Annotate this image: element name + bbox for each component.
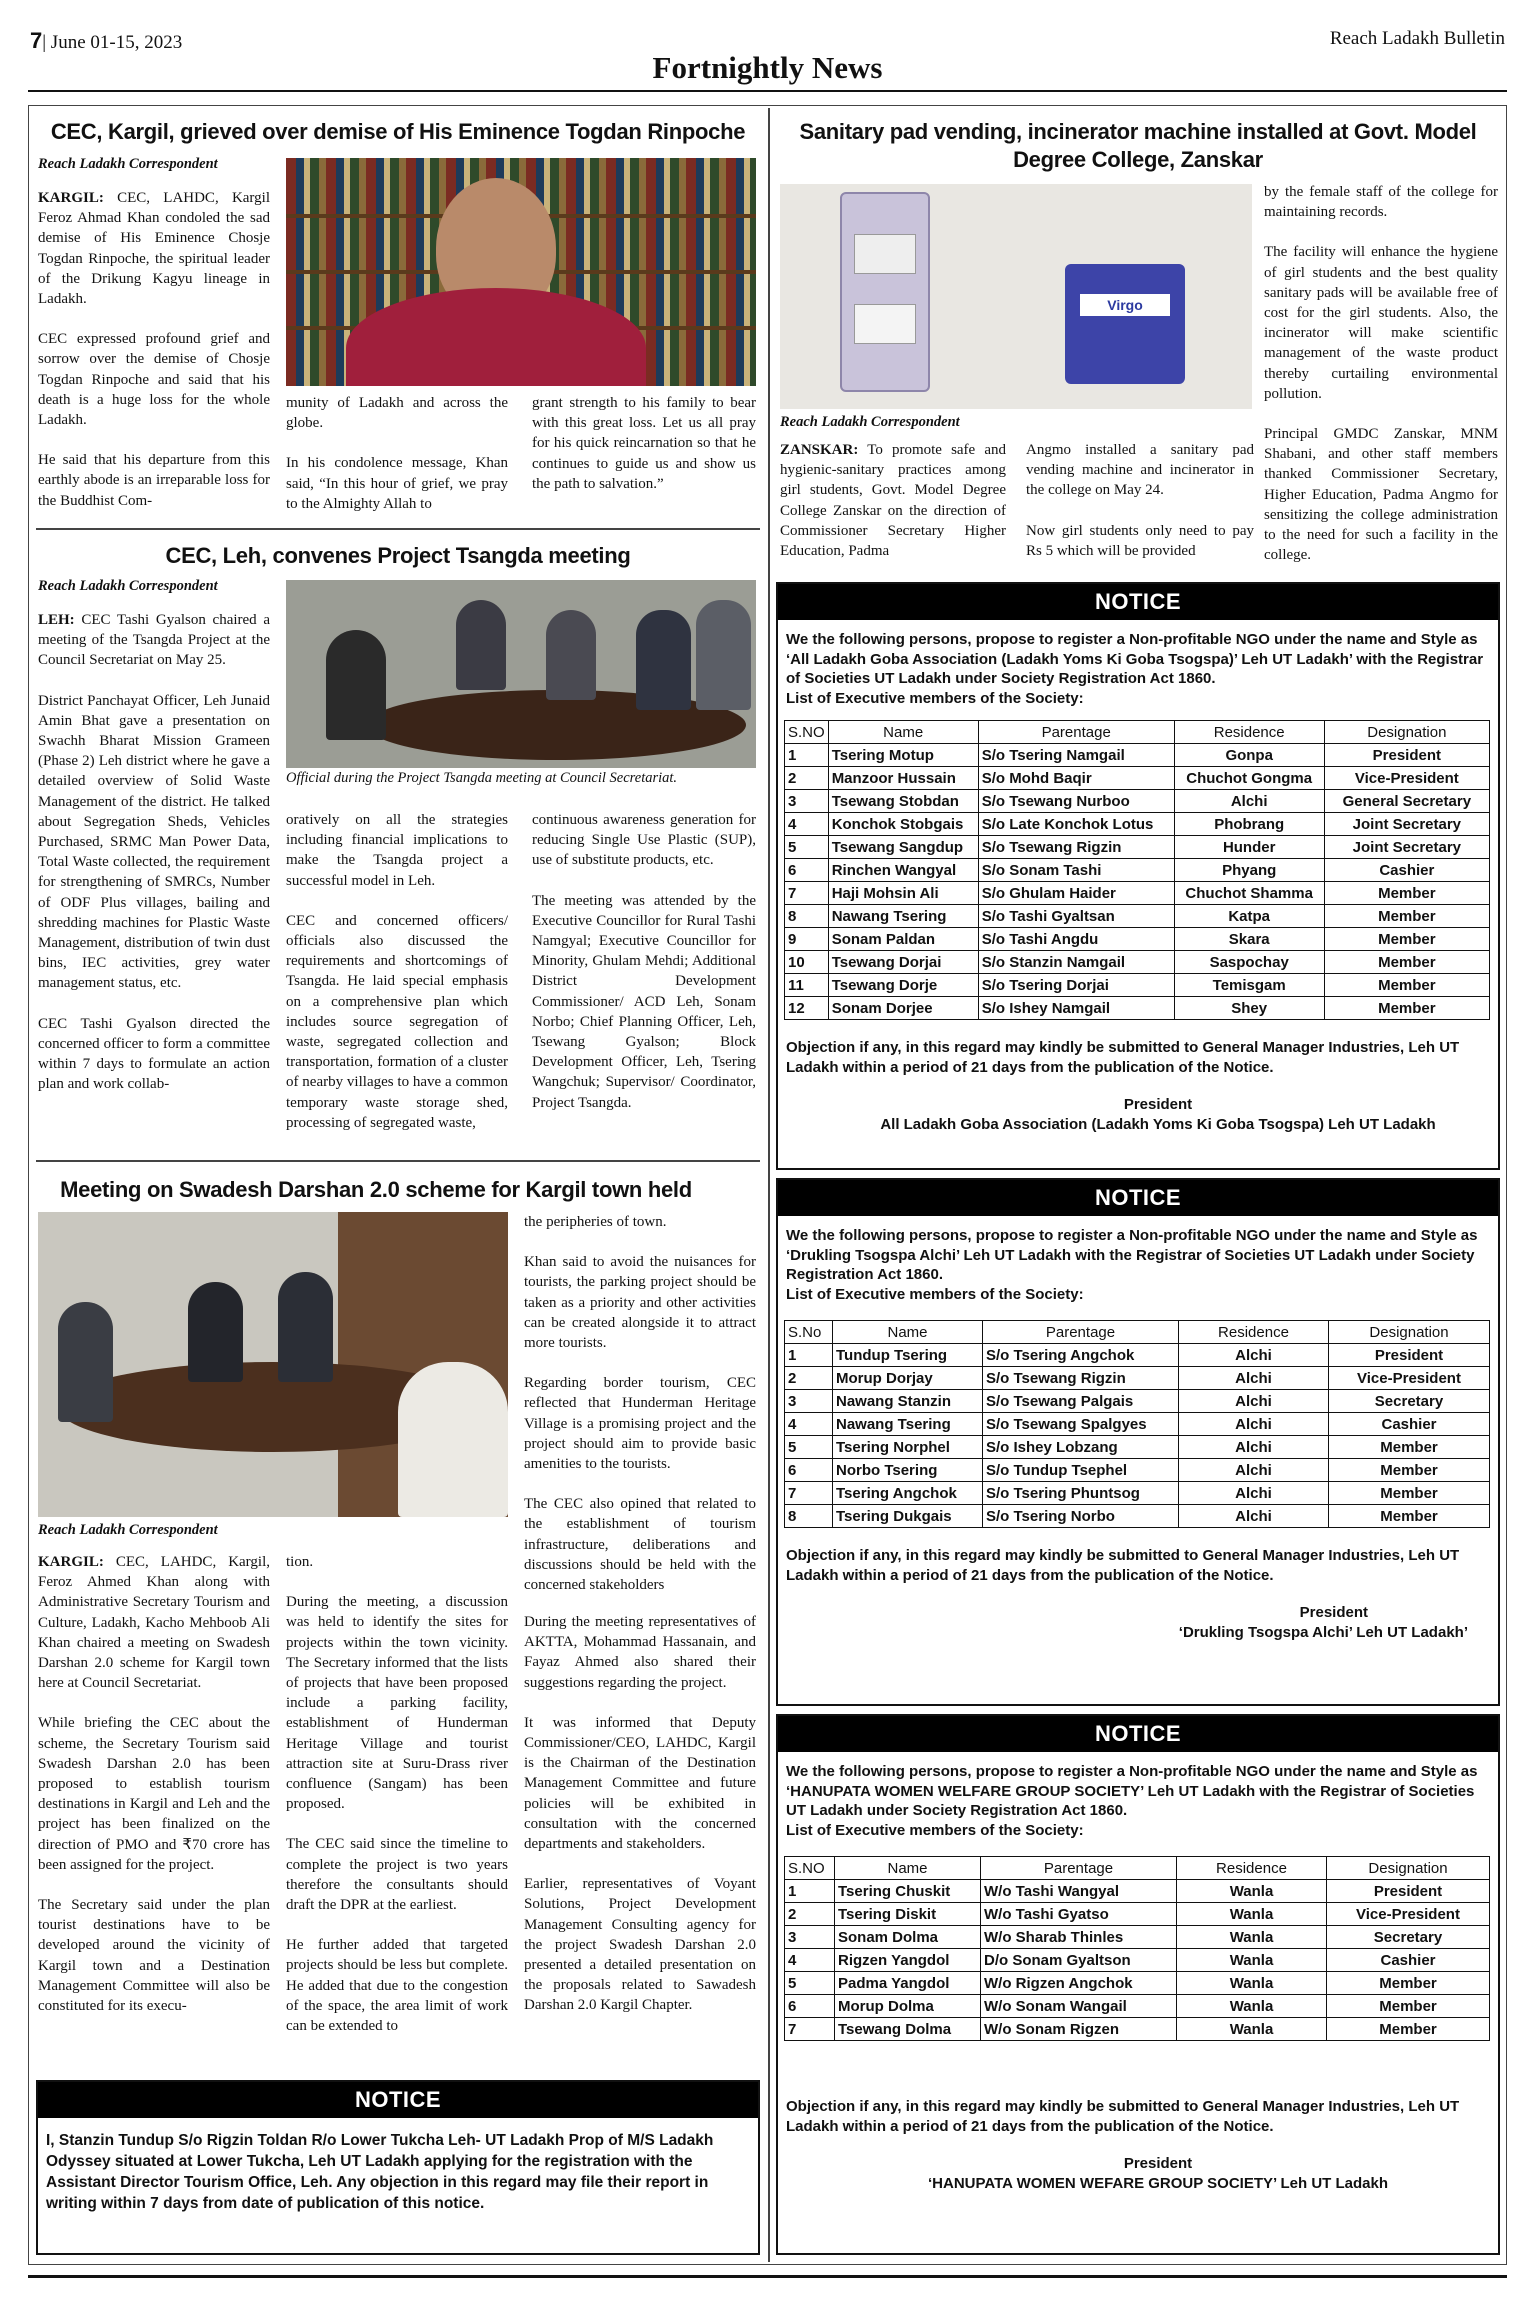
table-cell: 2	[785, 1367, 833, 1390]
table-cell: Joint Secretary	[1324, 836, 1489, 859]
table-cell: General Secretary	[1324, 790, 1489, 813]
table-cell: Tsering Angchok	[833, 1482, 983, 1505]
table-cell: D/o Sonam Gyaltson	[981, 1949, 1177, 1972]
table-cell: Vice-President	[1329, 1367, 1490, 1390]
notice-list-label: List of Executive members of the Society:	[786, 689, 1084, 707]
vending-machine-image	[840, 192, 930, 392]
table-row	[785, 836, 1490, 859]
table-row	[785, 1505, 1490, 1528]
incinerator-image	[1065, 264, 1185, 384]
table-cell: Alchi	[1174, 790, 1324, 813]
table-cell: Cashier	[1329, 1413, 1490, 1436]
table-row	[785, 997, 1490, 1020]
table-cell: 6	[785, 1995, 835, 2018]
page-number: 7	[30, 28, 43, 53]
table-cell: S/o Late Konchok Lotus	[978, 813, 1174, 836]
table-cell: W/o Tashi Wangyal	[981, 1880, 1177, 1903]
notice-body: I, Stanzin Tundup S/o Rigzin Toldan R/o Lower Tukcha Leh- UT Ladakh Prop of M/S Ladakh Odyssey situated at Lower Tukcha, Leh UT Ladakh applying for the registration with the Assistant Director Tourism Office, Leh. Any objection in this regard may file their report in writing within 7 days from date of publication of this notice.	[46, 2132, 714, 2212]
table-header-cell: Residence	[1174, 721, 1324, 744]
table-cell: Member	[1329, 1482, 1490, 1505]
table-row	[785, 928, 1490, 951]
table-cell: S/o Mohd Baqir	[978, 767, 1174, 790]
incinerator-brand-label: Virgo	[1080, 294, 1170, 316]
article4-col1: KARGIL: CEC, LAHDC, Kargil, Feroz Ahmed Khan along with Administrative Secretary Tourism and Culture, Ladakh, Kacho Mehboob Ali Khan chaired a meeting on Swadesh Darshan 2.0 scheme for Kargil town here at Council Secretariat. While briefing the CEC about the scheme, the Secretary Tourism said Swadesh Darshan 2.0 has been proposed to establish tourism destinations in Kargil and Leh and the project has been finalized on the direction of PMO and ₹70 crore has been assigned for the project. The Secretary said under the plan tourist destinations have to be developed around the vicinity of Kargil town and a Destination Management Committee will also be constituted for its execu-	[38, 1554, 270, 2015]
table-cell: 9	[785, 928, 829, 951]
table-row	[785, 790, 1490, 813]
table-cell: Sonam Dorjee	[828, 997, 978, 1020]
table-cell: Phobrang	[1174, 813, 1324, 836]
table-cell: Alchi	[1179, 1344, 1329, 1367]
footer-rule	[28, 2275, 1507, 2278]
table-cell: S/o Tashi Angdu	[978, 928, 1174, 951]
table-row	[785, 882, 1490, 905]
table-cell: Tsering Norphel	[833, 1436, 983, 1459]
table-header-cell: Designation	[1327, 1857, 1490, 1880]
table-cell: Padma Yangdol	[835, 1972, 981, 1995]
table-row	[785, 1903, 1490, 1926]
table-cell: 5	[785, 836, 829, 859]
table-cell: S/o Tundup Tsephel	[983, 1459, 1179, 1482]
table-row	[785, 1367, 1490, 1390]
table-row	[785, 905, 1490, 928]
table-cell: Alchi	[1179, 1505, 1329, 1528]
table-cell: Sonam Dolma	[835, 1926, 981, 1949]
table-cell: Vice-President	[1327, 1903, 1490, 1926]
article1-col1: KARGIL: CEC, LAHDC, Kargil Feroz Ahmad Khan condoled the sad demise of His Eminence Chosje Togdan Rinpoche, the spiritual leader of the Drikung Kagyu lineage in Ladakh. CEC expressed profound grief and sorrow over the demise of Chosje Togdan Rinpoche and said that his death is a huge loss for the whole Ladakh. He said that his departure from this earthly abode is an irreparable loss for the Buddhist Com-	[38, 190, 270, 509]
table-cell: Phyang	[1174, 859, 1324, 882]
table-cell: Hunder	[1174, 836, 1324, 859]
article3-col3: continuous awareness generation for reducing Single Use Plastic (SUP), use of substitute products, etc. The meeting was attended by the Executive Councillor for Rural Tashi Namgyal; Executive Councillor for Minority, Ghulam Mehdi; Additional District Development Commissioner/ ACD Leh, Sonam Norbo; Chief Planning Officer, Leh, Tsewang Gyalson; Block Development Officer, Leh, Tsering Wangchuk; Supervisor/ Coordinator, Project Tsangda.	[532, 812, 756, 1111]
divider	[36, 1160, 760, 1162]
table-cell: Tsewang Stobdan	[828, 790, 978, 813]
article4-col3-bottom: During the meeting representatives of AKTTA, Mohammad Hassanain, and Fayaz Ahmed also shared their suggestions regarding the project. It was informed that Deputy Commissioner/CEO, LAHDC, Kargil is the Chairman of the Destination Management Committee and future policies will be exhibited in consultation with the concerned departments and stakeholders. Earlier, representatives of Voyant Solutions, Project Development Management Consulting agency for the project Swadesh Darshan 2.0 presented a detailed presentation on the proposals related to Sawadesh Darshan 2.0 Kargil Chapter.	[524, 1614, 756, 2014]
notice-intro: We the following persons, propose to register a Non-profitable NGO under the name and Style as ‘Drukling Tsogspa Alchi’ Leh UT Ladakh with the Registrar of Societies UT Ladakh under Society Registration Act 1860.	[786, 1227, 1478, 1283]
table-cell: Tsewang Dolma	[835, 2018, 981, 2041]
table-cell: W/o Tashi Gyatso	[981, 1903, 1177, 1926]
table-cell: S/o Tashi Gyaltsan	[978, 905, 1174, 928]
notice-list-label: List of Executive members of the Society:	[786, 1285, 1084, 1303]
table-cell: President	[1327, 1880, 1490, 1903]
table-cell: Temisgam	[1174, 974, 1324, 997]
table-header-cell: Designation	[1324, 721, 1489, 744]
table-cell: Tsewang Sangdup	[828, 836, 978, 859]
table-cell: 11	[785, 974, 829, 997]
table-cell: S/o Sonam Tashi	[978, 859, 1174, 882]
table-cell: S/o Ghulam Haider	[978, 882, 1174, 905]
table-row	[785, 1995, 1490, 2018]
table-header-cell: Parentage	[978, 721, 1174, 744]
table-cell: 1	[785, 1880, 835, 1903]
table-cell: Tundup Tsering	[833, 1344, 983, 1367]
table-cell: S/o Tsering Dorjai	[978, 974, 1174, 997]
table-cell: Katpa	[1174, 905, 1324, 928]
table-cell: Member	[1324, 951, 1489, 974]
issue-date: | June 01-15, 2023	[42, 32, 183, 53]
article3-caption: Official during the Project Tsangda meeting at Council Secretariat.	[286, 770, 678, 786]
notice-title: NOTICE	[778, 1180, 1498, 1216]
table-cell: Alchi	[1179, 1413, 1329, 1436]
table-cell: Member	[1324, 882, 1489, 905]
notice-intro: We the following persons, propose to register a Non-profitable NGO under the name and Style as ‘HANUPATA WOMEN WELFARE GROUP SOCIETY’ Leh UT Ladakh with the Registrar of Societies UT Ladakh under Society Registration Act 1860.	[786, 1763, 1478, 1819]
table-cell: Vice-President	[1324, 767, 1489, 790]
table-header-cell: Residence	[1177, 1857, 1327, 1880]
notice-list-label: List of Executive members of the Society:	[786, 1821, 1084, 1839]
table-cell: 5	[785, 1972, 835, 1995]
notice-objection: Objection if any, in this regard may kindly be submitted to General Manager Industries, Leh UT Ladakh within a period of 21 days from the publication of the Notice.	[786, 1547, 1460, 1584]
table-row	[785, 813, 1490, 836]
notice-sign-org: All Ladakh Goba Association (Ladakh Yoms Ki Goba Tsogspa) Leh UT Ladakh	[880, 1115, 1436, 1133]
notice-sign-title: President	[1123, 2155, 1193, 2172]
table-cell: 2	[785, 1903, 835, 1926]
table-cell: Konchok Stobgais	[828, 813, 978, 836]
table-cell: W/o Rigzen Angchok	[981, 1972, 1177, 1995]
table-cell: Haji Mohsin Ali	[828, 882, 978, 905]
table-cell: Member	[1327, 1995, 1490, 2018]
notice-title: NOTICE	[778, 1716, 1498, 1752]
table-cell: Manzoor Hussain	[828, 767, 978, 790]
notice-sign-title: President	[1123, 1096, 1193, 1113]
table-cell: 4	[785, 1413, 833, 1436]
table-cell: Secretary	[1329, 1390, 1490, 1413]
table-cell: Rinchen Wangyal	[828, 859, 978, 882]
table-cell: Wanla	[1177, 1903, 1327, 1926]
table-cell: S/o Ishey Lobzang	[983, 1436, 1179, 1459]
table-cell: Tsering Dukgais	[833, 1505, 983, 1528]
table-cell: 5	[785, 1436, 833, 1459]
article4-col2: tion. During the meeting, a discussion was held to identify the sites for projects within the town vicinity. The Secretary informed that the lists of projects that have been proposed include a parking facility, establishment of Hunderman Heritage Village and tourist attraction site at Suru-Drass river confluence (Sangam) has been proposed. The CEC said since the timeline to complete the project is two years therefore the consultants should draft the DPR at the earliest. He further added that targeted projects should be less but complete. He added that due to the congestion of the space, the area limit of work can be extended to	[286, 1554, 508, 2035]
table-cell: Wanla	[1177, 2018, 1327, 2041]
table-header-cell: Name	[828, 721, 978, 744]
table-row	[785, 974, 1490, 997]
article3-byline: Reach Ladakh Correspondent	[38, 578, 218, 594]
table-cell: S/o Stanzin Namgail	[978, 951, 1174, 974]
table-header-row	[785, 1857, 1490, 1880]
divider	[36, 528, 760, 530]
table-cell: S/o Tsewang Nurboo	[978, 790, 1174, 813]
table-header-row	[785, 721, 1490, 744]
article2-byline: Reach Ladakh Correspondent	[780, 414, 960, 430]
table-cell: Wanla	[1177, 1926, 1327, 1949]
table-cell: 1	[785, 1344, 833, 1367]
table-cell: Member	[1324, 905, 1489, 928]
table-cell: S/o Tsewang Palgais	[983, 1390, 1179, 1413]
table-row	[785, 859, 1490, 882]
table-cell: 6	[785, 859, 829, 882]
table-header-cell: Name	[833, 1321, 983, 1344]
article2-col1: ZANSKAR: To promote safe and hygienic-sanitary practices among girl students, Govt. Model Degree College Zanskar on the direction of Commissioner Secretary Higher Education, Padma	[780, 442, 1006, 560]
article4-headline: Meeting on Swadesh Darshan 2.0 scheme for Kargil town held	[60, 1177, 692, 1202]
notice-sign-org: ‘HANUPATA WOMEN WEFARE GROUP SOCIETY’ Leh UT Ladakh	[927, 2174, 1389, 2192]
article2-dateline: ZANSKAR:	[780, 442, 859, 458]
table-cell: Alchi	[1179, 1436, 1329, 1459]
notice-objection: Objection if any, in this regard may kindly be submitted to General Manager Industries, Leh UT Ladakh within a period of 21 days from the publication of the Notice.	[786, 2098, 1460, 2135]
table-cell: Tsering Chuskit	[835, 1880, 981, 1903]
table-cell: 3	[785, 790, 829, 813]
table-cell: W/o Sharab Thinles	[981, 1926, 1177, 1949]
table-cell: Tsewang Dorje	[828, 974, 978, 997]
table-cell: 3	[785, 1390, 833, 1413]
article1-col3: grant strength to his family to bear with this great loss. Let us all pray for his quick reincarnation so that he continues to guide us and show us the path to salvation.”	[532, 395, 756, 492]
table-cell: Member	[1329, 1505, 1490, 1528]
table-cell: Nawang Tsering	[828, 905, 978, 928]
notice-sign-title: President	[1299, 1604, 1368, 1621]
table-cell: S/o Tsering Phuntsog	[983, 1482, 1179, 1505]
article4-photo	[38, 1212, 508, 1517]
article1-byline: Reach Ladakh Correspondent	[38, 156, 218, 172]
table-cell: S/o Tsering Namgail	[978, 744, 1174, 767]
table-row	[785, 1482, 1490, 1505]
table-row	[785, 767, 1490, 790]
table-cell: Gonpa	[1174, 744, 1324, 767]
article1-photo	[286, 158, 756, 386]
article1-dateline: KARGIL:	[38, 190, 104, 206]
table-cell: President	[1324, 744, 1489, 767]
table-header-cell: S.No	[785, 1321, 833, 1344]
table-cell: 4	[785, 1949, 835, 1972]
table-cell: W/o Sonam Wangail	[981, 1995, 1177, 2018]
table-cell: Tsering Diskit	[835, 1903, 981, 1926]
table-cell: S/o Tsewang Spalgyes	[983, 1413, 1179, 1436]
table-cell: Shey	[1174, 997, 1324, 1020]
table-cell: Member	[1327, 2018, 1490, 2041]
table-cell: Cashier	[1324, 859, 1489, 882]
table-row	[785, 1926, 1490, 1949]
members-table	[784, 1856, 1490, 2041]
notice-drukling-tsogspa	[776, 1178, 1500, 1706]
notice-hanupata-women	[776, 1714, 1500, 2255]
article4-dateline: KARGIL:	[38, 1554, 104, 1570]
notice-tourism	[36, 2080, 760, 2255]
table-row	[785, 1880, 1490, 1903]
table-cell: Member	[1324, 997, 1489, 1020]
table-cell: Joint Secretary	[1324, 813, 1489, 836]
table-row	[785, 1436, 1490, 1459]
table-cell: Alchi	[1179, 1390, 1329, 1413]
table-cell: Member	[1324, 974, 1489, 997]
table-cell: Morup Dolma	[835, 1995, 981, 2018]
table-header-cell: Parentage	[981, 1857, 1177, 1880]
table-cell: Tsering Motup	[828, 744, 978, 767]
members-table	[784, 720, 1490, 1020]
members-table	[784, 1320, 1490, 1528]
table-row	[785, 744, 1490, 767]
table-cell: President	[1329, 1344, 1490, 1367]
table-cell: Wanla	[1177, 1949, 1327, 1972]
table-cell: Alchi	[1179, 1367, 1329, 1390]
table-cell: Cashier	[1327, 1949, 1490, 1972]
table-cell: Member	[1329, 1436, 1490, 1459]
table-row	[785, 1344, 1490, 1367]
article2-photo	[780, 184, 1252, 409]
table-header-cell: Designation	[1329, 1321, 1490, 1344]
table-row	[785, 1949, 1490, 1972]
table-cell: Wanla	[1177, 1995, 1327, 2018]
table-header-cell: S.NO	[785, 721, 829, 744]
notice-sign-org: ‘Drukling Tsogspa Alchi’ Leh UT Ladakh’	[1178, 1623, 1468, 1641]
table-header-cell: Name	[835, 1857, 981, 1880]
table-cell: 7	[785, 1482, 833, 1505]
notice-title: NOTICE	[778, 584, 1498, 620]
table-header-cell: S.NO	[785, 1857, 835, 1880]
table-row	[785, 951, 1490, 974]
table-cell: Member	[1327, 1972, 1490, 1995]
table-cell: Sonam Paldan	[828, 928, 978, 951]
table-cell: Skara	[1174, 928, 1324, 951]
table-cell: 1	[785, 744, 829, 767]
table-row	[785, 1413, 1490, 1436]
table-cell: Wanla	[1177, 1972, 1327, 1995]
article2-col2: Angmo installed a sanitary pad vending machine and incinerator in the college on May 24. Now girl students only need to pay Rs 5 which will be provided	[1026, 442, 1254, 559]
article3-dateline: LEH:	[38, 612, 75, 628]
table-cell: Nawang Stanzin	[833, 1390, 983, 1413]
table-row	[785, 1972, 1490, 1995]
table-cell: 12	[785, 997, 829, 1020]
article4-col3-top: the peripheries of town. Khan said to avoid the nuisances for tourists, the parking project should be taken as a priority and other activities can be created alongside it to attract more tourists. Regarding border tourism, CEC reflected that Hunderman Heritage Village is a promising project and the project should aim to provide basic amenities to the tourists. The CEC also opined that related to the establishment of tourism infrastructure, deliberations and discussions should be held with the concerned stakeholders	[524, 1214, 756, 1594]
article3-col2: oratively on all the strategies including financial implications to make the Tsangda project a successful model in Leh. CEC and concerned officers/ officials also discussed the requirements and shortcomings of Tsangda. He laid special emphasis on a comprehensive plan which includes source segregation of waste, segregated collection and transportation, formation of a cluster of nearby villages to have a common temporary waste storage shed, processing of segregated waste,	[286, 812, 508, 1131]
table-cell: Chuchot Shamma	[1174, 882, 1324, 905]
table-cell: Tsewang Dorjai	[828, 951, 978, 974]
article2-headline: Sanitary pad vending, incinerator machine installed at Govt. Model Degree College, Zanskar	[799, 119, 1477, 172]
table-cell: 3	[785, 1926, 835, 1949]
table-cell: 6	[785, 1459, 833, 1482]
publication-name: Reach Ladakh Bulletin	[1329, 28, 1505, 49]
table-cell: Rigzen Yangdol	[835, 1949, 981, 1972]
table-cell: Member	[1324, 928, 1489, 951]
table-header-row	[785, 1321, 1490, 1344]
header-rule	[28, 90, 1507, 92]
table-cell: Alchi	[1179, 1482, 1329, 1505]
table-cell: Morup Dorjay	[833, 1367, 983, 1390]
table-row	[785, 1459, 1490, 1482]
table-cell: Nawang Tsering	[833, 1413, 983, 1436]
article1-col2: munity of Ladakh and across the globe. In his condolence message, Khan said, “In this hour of grief, we pray to the Almighty Allah to	[286, 395, 508, 512]
table-cell: 2	[785, 767, 829, 790]
table-header-cell: Parentage	[983, 1321, 1179, 1344]
table-cell: 8	[785, 905, 829, 928]
column-divider	[768, 108, 770, 2262]
table-cell: S/o Ishey Namgail	[978, 997, 1174, 1020]
table-cell: Chuchot Gongma	[1174, 767, 1324, 790]
table-cell: Secretary	[1327, 1926, 1490, 1949]
article1-headline: CEC, Kargil, grieved over demise of His Eminence Togdan Rinpoche	[50, 119, 746, 144]
table-cell: 8	[785, 1505, 833, 1528]
table-cell: S/o Tsering Angchok	[983, 1344, 1179, 1367]
table-cell: W/o Sonam Rigzen	[981, 2018, 1177, 2041]
article3-headline: CEC, Leh, convenes Project Tsangda meeting	[165, 543, 631, 568]
notice-objection: Objection if any, in this regard may kindly be submitted to General Manager Industries, Leh UT Ladakh within a period of 21 days from the publication of the Notice.	[786, 1039, 1460, 1076]
article4-byline: Reach Ladakh Correspondent	[38, 1522, 218, 1538]
notice-intro: We the following persons, propose to register a Non-profitable NGO under the name and Style as ‘All Ladakh Goba Association (Ladakh Yoms Ki Goba Tsogspa)’ Leh UT Ladakh’ with the Registrar of Societies UT Ladakh under Society Registration Act 1860.	[786, 631, 1484, 687]
notice-title: NOTICE	[38, 2082, 758, 2118]
article2-col3: by the female staff of the college for maintaining records. The facility will enhance the hygiene of girl students and the best quality sanitary pads will be available free of cost for the girl students. Also, the incinerator will make scientific management of the waste product thereby curtailing environmental pollution. Principal GMDC Zanskar, MNM Shabani, and other staff members thanked Commissioner Secretary, Higher Education, Padma Angmo for sensitizing the college administration to the need for such a facility in the college.	[1264, 184, 1498, 564]
table-cell: 7	[785, 2018, 835, 2041]
table-row	[785, 1390, 1490, 1413]
table-cell: 7	[785, 882, 829, 905]
table-cell: S/o Tsewang Rigzin	[978, 836, 1174, 859]
table-cell: Wanla	[1177, 1880, 1327, 1903]
table-cell: 4	[785, 813, 829, 836]
article3-photo	[286, 580, 756, 768]
table-cell: Alchi	[1179, 1459, 1329, 1482]
article3-col1: LEH: CEC Tashi Gyalson chaired a meeting of the Tsangda Project at the Council Secretariat on May 25. District Panchayat Officer, Leh Junaid Amin Bhat gave a presentation on Swachh Bharat Mission Grameen (Phase 2) Leh district where he gave a detailed overview of Solid Waste Management of the district. He talked about Segregation Sheds, Vehicles Purchased, SRMC Man Power Data, Total Waste collected, the requirement for strengthening of SMRCs, Number of ODF Plus villages, bailing and shredding machines for Plastic Waste Management, distribution of twin dust bins, IEC activities, grey water management status, etc. CEC Tashi Gyalson directed the concerned officer to form a committee within 7 days to formulate an action plan and work collab-	[38, 612, 270, 1093]
table-row	[785, 2018, 1490, 2041]
table-cell: Member	[1329, 1459, 1490, 1482]
table-cell: 10	[785, 951, 829, 974]
section-title: Fortnightly News	[652, 50, 883, 85]
table-cell: S/o Tsewang Rigzin	[983, 1367, 1179, 1390]
notice-goba-association	[776, 582, 1500, 1170]
table-cell: S/o Tsering Norbo	[983, 1505, 1179, 1528]
table-header-cell: Residence	[1179, 1321, 1329, 1344]
table-cell: Saspochay	[1174, 951, 1324, 974]
table-cell: Norbo Tsering	[833, 1459, 983, 1482]
